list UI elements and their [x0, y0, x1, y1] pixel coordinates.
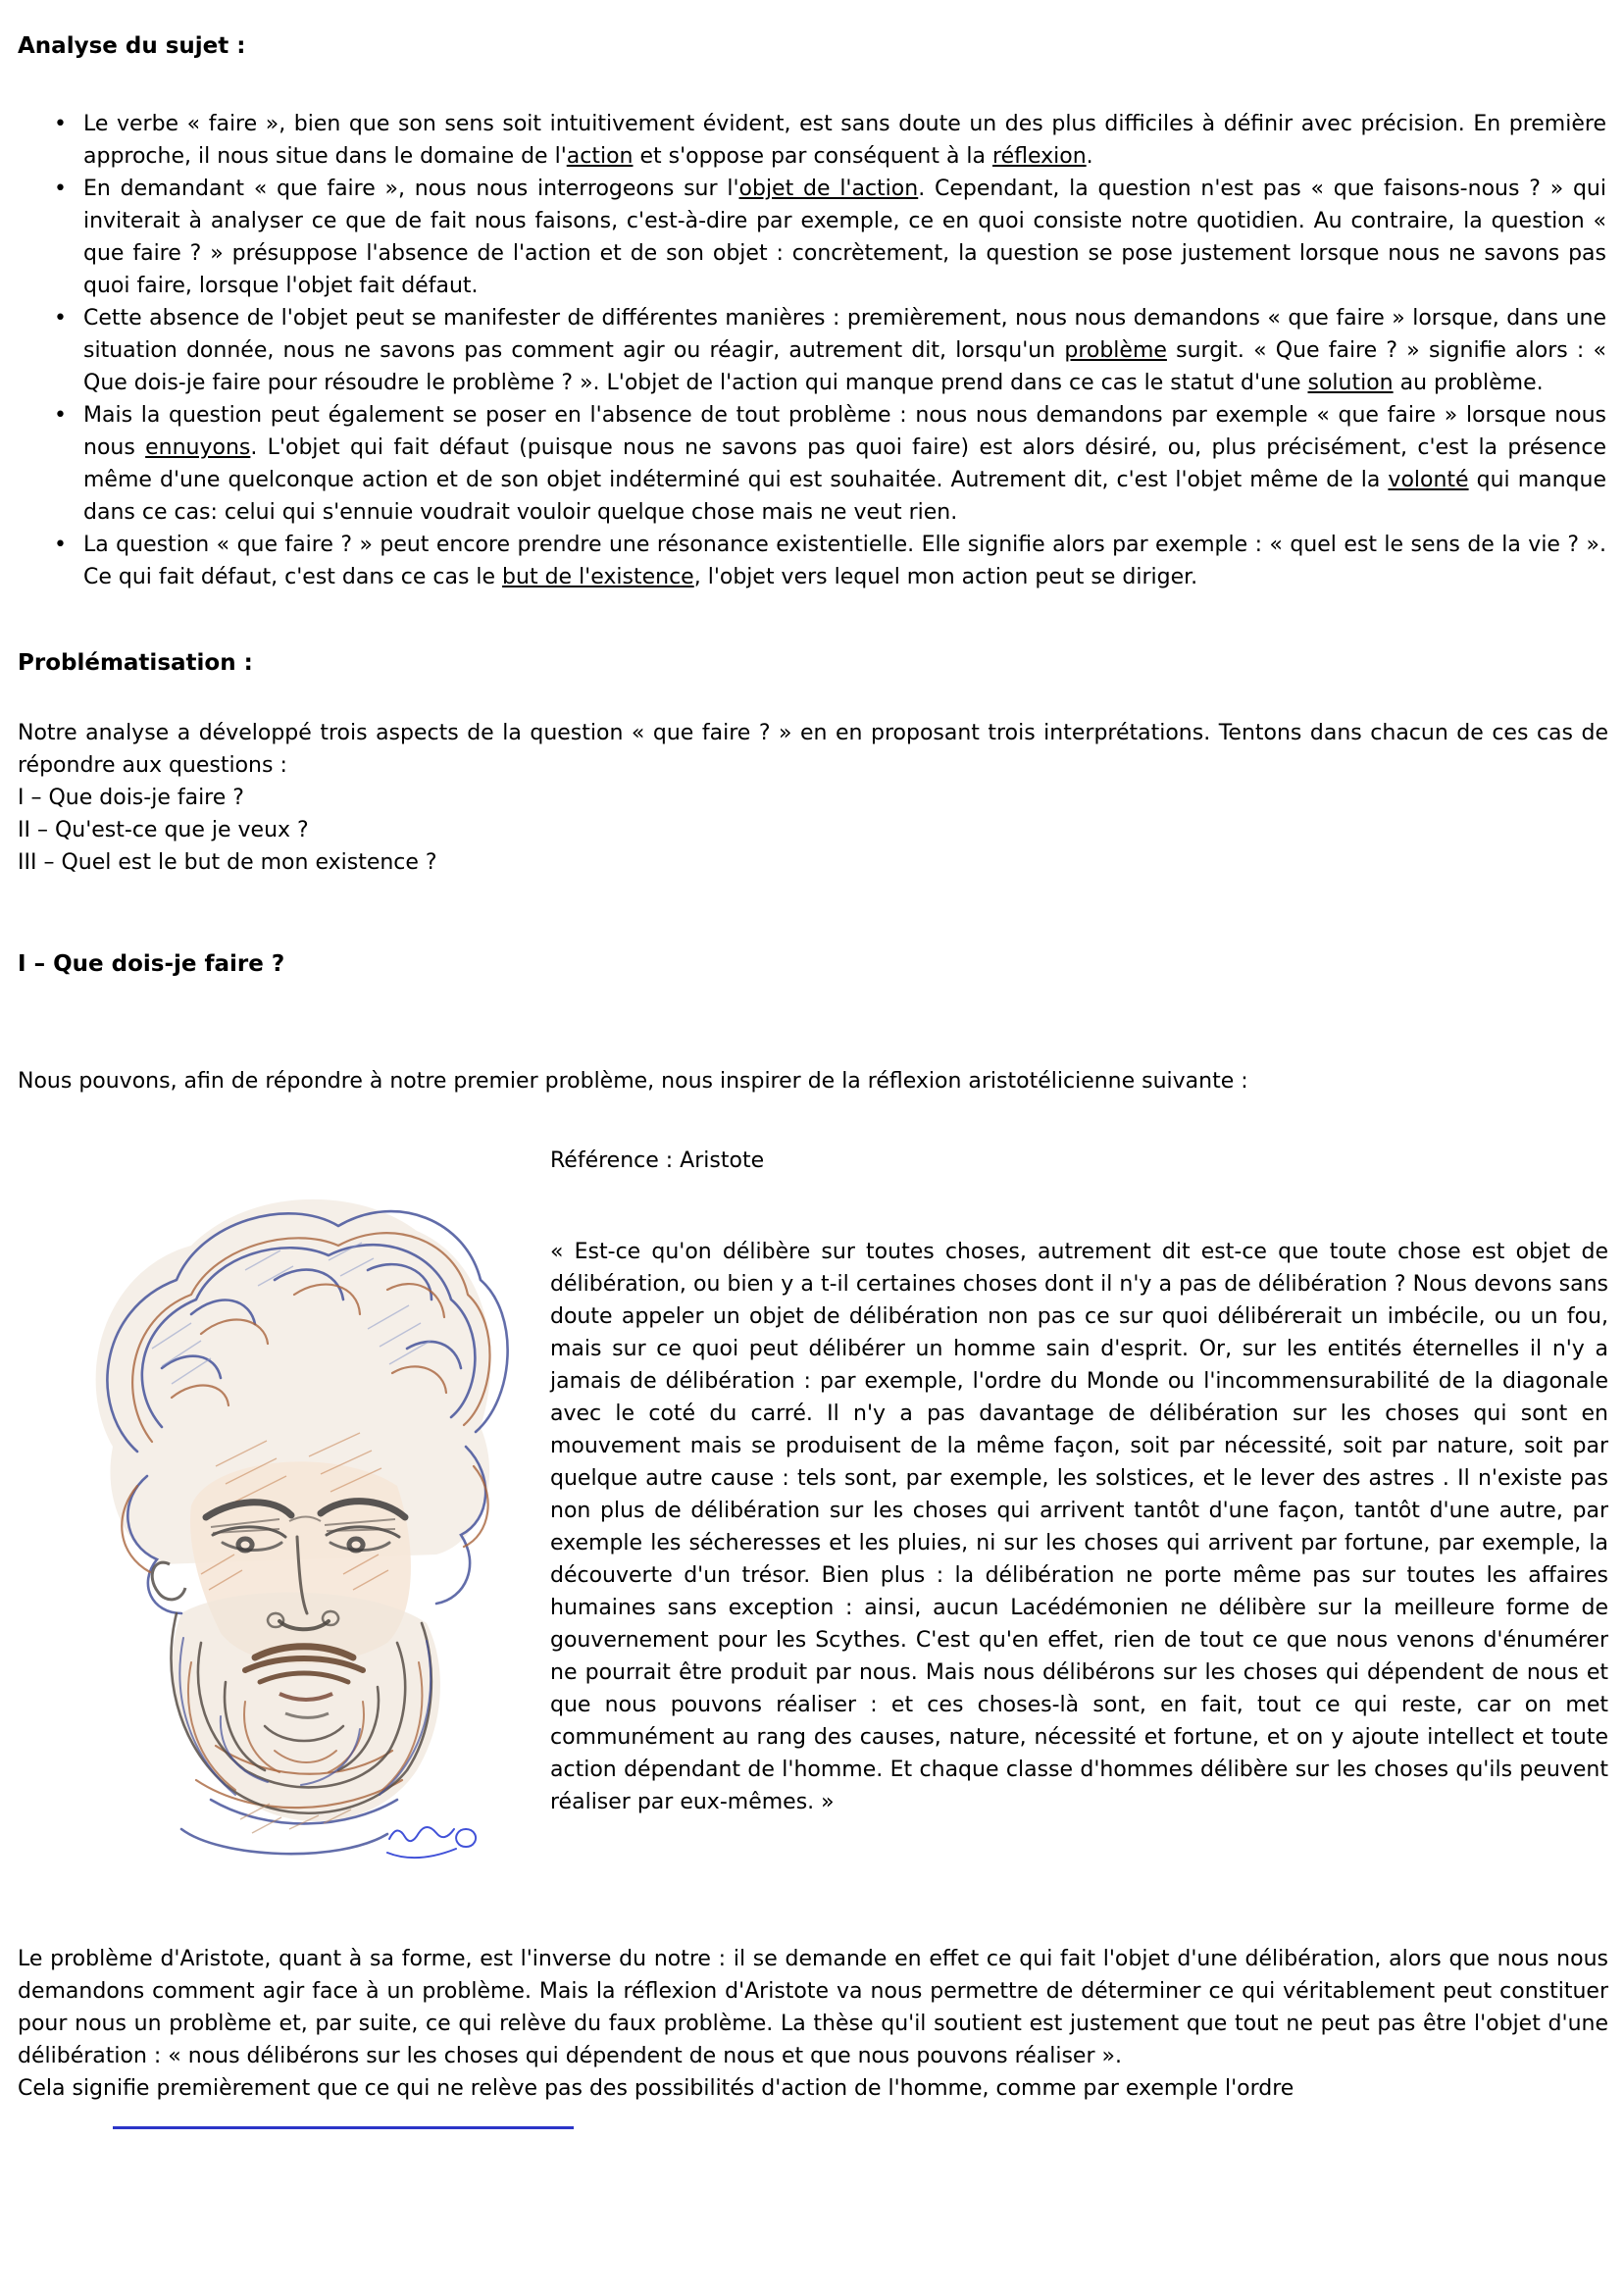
- text-run: au problème.: [1393, 371, 1544, 395]
- part1-lead: Nous pouvons, afin de répondre à notre premier problème, nous inspirer de la réflexion aristotélicienne suivante :: [18, 1069, 1248, 1094]
- analysis-bullet-list: [18, 108, 1608, 593]
- analysis-bullet-3: [83, 302, 1606, 399]
- underlined-term: action: [566, 144, 634, 169]
- question-line-3: III – Quel est le but de mon existence ?: [18, 850, 437, 875]
- question-line-2: II – Qu'est-ce que je veux ?: [18, 818, 309, 842]
- analysis-bullet-5: [83, 529, 1606, 593]
- text-run: La question « que faire ? » peut encore prendre une résonance existentielle. Elle signifie alors par exemple : « quel est le sens de la vie ? ». Ce qui fait défaut, c'est dans ce cas le: [83, 533, 1606, 589]
- aristotle-quote-text: « Est-ce qu'on délibère sur toutes choses, autrement dit est-ce que toute chose est objet de délibération, ou bien y a t-il certaines choses dont il n'y a pas de délibération ? Nous devons sans doute appeler un objet de délibération non pas ce sur quoi délibérerait un imbécile, ou un fou, mais sur ce quoi peut délibérer un homme sain d'esprit. Or, sur les entités éternelles il n'y a jamais de délibération : par exemple, l'ordre du Monde ou l'incommensurabilité de la diagonale avec le coté du carré. Il n'y a pas davantage de délibération sur les choses qui sont en mouvement mais se produisent de la même façon, soit par nécessité, soit par nature, soit par quelque autre cause : tels sont, par exemple, les solstices, et le lever des astres . Il n'existe pas non plus de délibération sur les choses qui arrivent tantôt d'une façon, tantôt d'une autre, par exemple les sécheresses et les pluies, ni sur les choses qui arrivent par fortune, par exemple, la découverte d'un trésor. Bien plus : la délibération ne porte même pas sur toutes les affaires humaines sans exception : ainsi, aucun Lacédémonien ne délibère sur la meilleure forme de gouvernement pour les Scythes. C'est qu'en effet, rien de tout ce que nous venons d'énumérer ne pourrait être produit par nous. Mais nous délibérons sur les choses qui dépendent de nous et que nous pouvons réaliser : et ces choses-là sont, en fait, tout ce qui reste, car on met communément au rang des causes, nature, nécessité et fortune, et on y ajoute intellect et toute action dépendant de l'homme. Et chaque classe d'hommes délibère sur les choses qu'ils peuvent réaliser par eux-mêmes. »: [550, 1240, 1608, 1814]
- aristotle-reference-block: [18, 1145, 1608, 1896]
- text-run: Mais la question peut également se poser en l'absence de tout problème : nous nous demandons par exemple « que faire » lorsque nous nous: [83, 403, 1606, 460]
- conclusion-paragraph-2: Cela signifie premièrement que ce qui ne relève pas des possibilités d'action de l'homme, comme par exemple l'ordre: [18, 2076, 1294, 2101]
- analysis-bullet-2: [83, 173, 1606, 302]
- aristotle-portrait-sketch: [44, 1152, 523, 1890]
- bottom-blue-rule: [113, 2126, 574, 2129]
- underlined-term: ennuyons: [145, 435, 251, 460]
- heading-part-1: I – Que dois-je faire ?: [18, 951, 285, 977]
- text-run: , l'objet vers lequel mon action peut se diriger.: [693, 565, 1198, 589]
- heading-analyse-du-sujet: Analyse du sujet :: [18, 33, 246, 59]
- text-run: . Cependant, la question n'est pas « que faisons-nous ? » qui inviterait à analyser ce que de fait nous faisons, c'est-à-dire par exemple, ce en quoi consiste notre quotidien. Au contraire, la question « que faire ? » présuppose l'absence de l'action et de son objet : concrètement, la question se pose justement lorsque nous ne savons pas quoi faire, lorsque l'objet fait défaut.: [83, 177, 1606, 298]
- underlined-term: problème: [1064, 338, 1167, 363]
- question-line-1: I – Que dois-je faire ?: [18, 786, 244, 810]
- underlined-term: réflexion: [992, 144, 1087, 169]
- text-run: . L'objet qui fait défaut (puisque nous ne savons pas quoi faire) est alors désiré, ou, plus précisément, c'est la présence même d'une quelconque action et de son objet indéterminé qui est souhaitée. Autrement dit, c'est l'objet même de la: [83, 435, 1606, 492]
- text-run: Cette absence de l'objet peut se manifester de différentes manières : premièrement, nous nous demandons « que faire » lorsque, dans une situation donnée, nous ne savons pas comment agir ou réagir, autrement dit, lorsqu'un: [83, 306, 1606, 363]
- problematisation-intro: Notre analyse a développé trois aspects de la question « que faire ? » en en proposant trois interprétations. Tentons dans chacun de ces cas de répondre aux questions :: [18, 721, 1608, 778]
- underlined-term: but de l'existence: [502, 565, 694, 589]
- text-run: .: [1086, 144, 1093, 169]
- conclusion-block: [18, 1943, 1608, 2105]
- problematisation-questions: [18, 782, 1608, 879]
- conclusion-paragraph-1: Le problème d'Aristote, quant à sa forme, est l'inverse du notre : il se demande en effet ce qui fait l'objet d'une délibération, alors que nous nous demandons comment agir face à un problème. Mais la réflexion d'Aristote va nous permettre de déterminer ce qui véritablement peut constituer pour nous un problème et, par suite, ce qui relève du faux problème. La thèse qu'il soutient est justement que tout ne peut pas être l'objet d'une délibération : « nous délibérons sur les choses qui dépendent de nous et que nous pouvons réaliser ».: [18, 1947, 1608, 2068]
- text-run: et s'oppose par conséquent à la: [633, 144, 993, 169]
- text-run: surgit. « Que faire ? » signifie alors : « Que dois-je faire pour résoudre le problème ? ». L'objet de l'action qui manque prend dans ce cas le statut d'une: [83, 338, 1606, 395]
- text-run: En demandant « que faire », nous nous interrogeons sur l': [83, 177, 739, 201]
- text-run: qui manque dans ce cas: celui qui s'ennuie voudrait vouloir quelque chose mais ne veut rien.: [83, 468, 1606, 525]
- text-run: Le verbe « faire », bien que son sens soit intuitivement évident, est sans doute un des plus difficiles à définir avec précision. En première approche, il nous situe dans le domaine de l': [83, 112, 1606, 169]
- analysis-bullet-4: [83, 399, 1606, 529]
- underlined-term: solution: [1307, 371, 1394, 395]
- underlined-term: volonté: [1388, 468, 1469, 492]
- analysis-bullet-1: [83, 108, 1606, 173]
- reference-label: Référence : Aristote: [550, 1148, 765, 1173]
- underlined-term: objet de l'action: [738, 177, 919, 201]
- heading-problematisation: Problématisation :: [18, 650, 253, 676]
